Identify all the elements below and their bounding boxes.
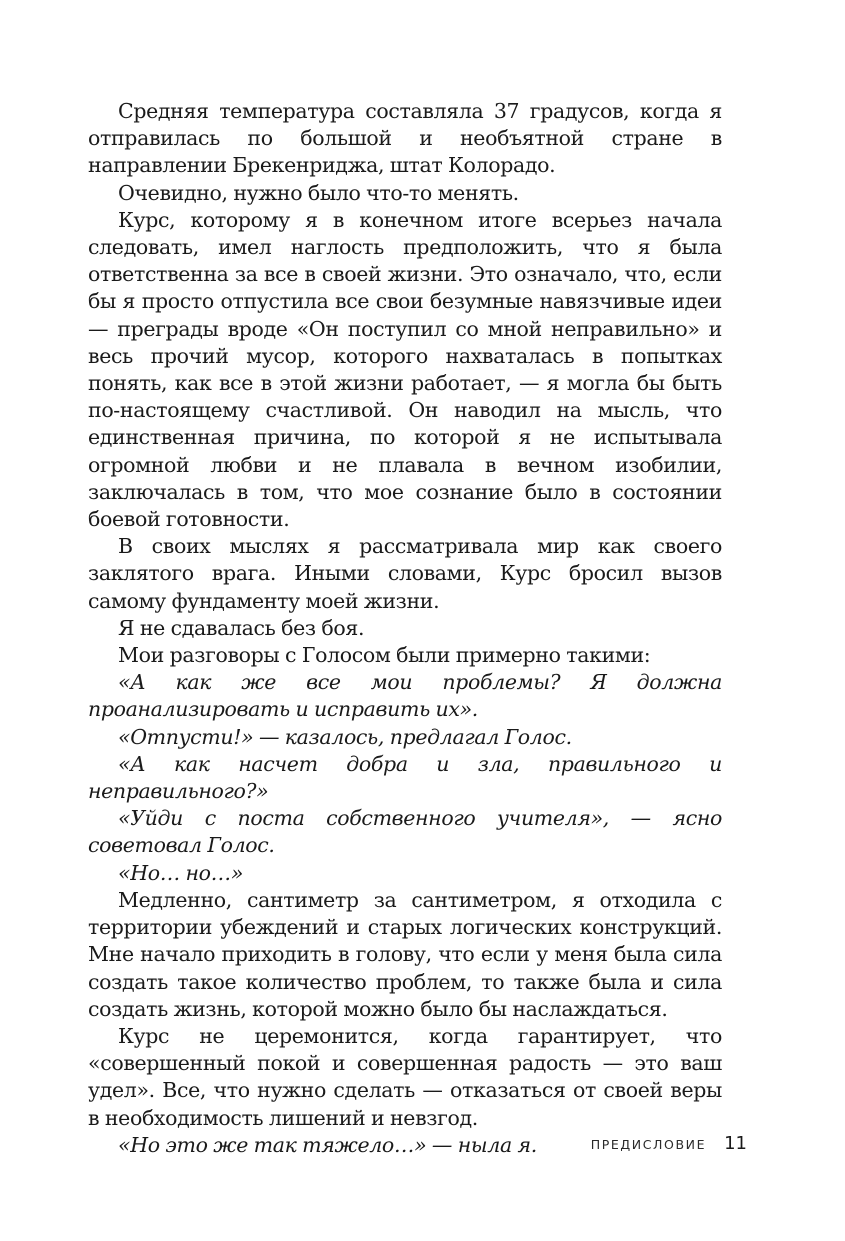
paragraph: В своих мыслях я рассматривала мир как своего заклятого врага. Иными словами, Курс бросил вызов самому фундаменту моей жизни. (88, 534, 722, 613)
page-footer (591, 1133, 747, 1154)
page-number: 11 (724, 1133, 747, 1154)
running-section-title: ПРЕДИСЛОВИЕ (590, 1137, 707, 1152)
paragraph: Курс, которому я в конечном итоге всерьез начала следовать, имел наглость предположить, что я была ответственна за все в своей жизни. Это означало, что, если бы я просто отпустила все свои безумные навязчивые идеи — преграды вроде «Он поступил со мной неправильно» и весь прочий мусор, которого нахваталась в попытках понять, как все в этой жизни работает, — я могла бы быть по-настоящему счастливой. Он наводил на мысль, что единственная причина, по которой я не испытывала огромной любви и не плавала в вечном изобилии, заключалась в том, что мое сознание было в состоянии боевой готовности. (88, 207, 722, 532)
paragraph: Медленно, сантиметр за сантиметром, я отходила с территории убеждений и старых логических конструкций. Мне начало приходить в голову, что если у меня была сила создать такое количество проблем, то также была и сила создать жизнь, которой можно было бы наслаждаться. (88, 887, 722, 1021)
paragraph: Мои разговоры с Голосом были примерно такими: (118, 643, 651, 668)
dialog-line: «Уйди с поста собственного учителя», — ясно советовал Голос. (88, 806, 722, 858)
dialog-line: «Отпусти!» — казалось, предлагал Голос. (118, 724, 572, 749)
dialog-line: «А как же все мои проблемы? Я должна проанализировать и исправить их». (88, 670, 722, 722)
dialog-line: «А как насчет добра и зла, правильного и неправильного?» (88, 751, 722, 804)
paragraph: Очевидно, нужно было что-то менять. (118, 180, 519, 205)
main-text (88, 98, 722, 1159)
paragraph: Средняя температура составляла 37 градусов, когда я отправилась по большой и необъятной стране в направлении Брекенриджа, штат Колорадо. (88, 99, 722, 178)
paragraph: Я не сдавалась без боя. (118, 615, 365, 640)
paragraph: Курс не церемонится, когда гарантирует, что «совершенный покой и совершенная радость — это ваш удел». Все, что нужно сделать — отказаться от своей веры в необходимость лишений и невзгод. (88, 1023, 722, 1130)
dialog-line: «Но это же так тяжело…» — ныла я. (118, 1132, 537, 1157)
dialog-line: «Но… но…» (118, 860, 244, 885)
